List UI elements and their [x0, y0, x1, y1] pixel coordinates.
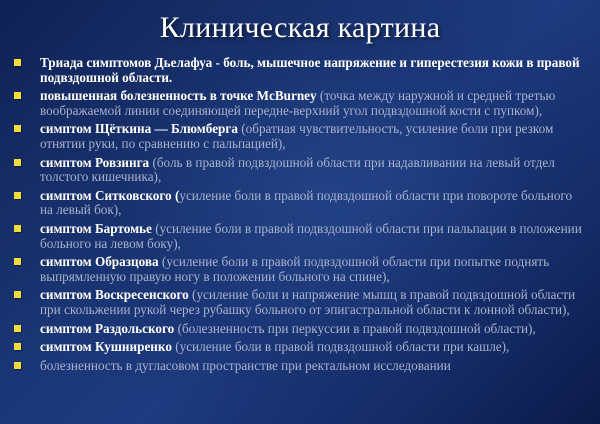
item-text: (усиление боли в правой подвздошной области при кашле),: [171, 339, 510, 355]
item-text: болезненность в дугласовом пространстве при ректальном исследовании: [40, 357, 451, 373]
square-bullet-icon: [14, 343, 21, 350]
square-bullet-icon: [14, 362, 21, 369]
list-item: [14, 340, 586, 355]
square-bullet-icon: [14, 258, 21, 265]
item-text: (усиление боли в правой подвздошной области при пальпации в положении больного на левом боку),: [40, 220, 582, 251]
square-bullet-icon: [14, 291, 21, 298]
item-bold-text: симптом Кушниренко: [40, 339, 172, 355]
list-item: [14, 222, 586, 251]
item-text: (точка между наружной и средней третью воображаемой линии соединяющей передне-верхний угол подвздошной кости с пупком),: [40, 88, 556, 118]
slide-title: Клиническая картина: [159, 11, 441, 44]
square-bullet-icon: [14, 192, 21, 199]
list-item: [14, 359, 586, 374]
item-bold-text: симптом Раздольского: [40, 320, 175, 336]
item-bold-text: симптом Воскресенского: [40, 287, 189, 303]
square-bullet-icon: [14, 92, 21, 99]
square-bullet-icon: [14, 325, 21, 332]
list-item: [14, 255, 586, 284]
list-item: [14, 122, 586, 151]
item-text: (обратная чувствительность, усиление боли при резком отнятии руки, по сравнению с пальпацией),: [40, 121, 554, 151]
item-text: (боль в правой подвздошной области при надавливании на левый отдел толстого кишечника),: [40, 154, 555, 185]
item-bold-text: повышенная болезненность в точке McBurney: [40, 88, 317, 104]
item-bold-text: симптом Ровзинга: [40, 154, 150, 170]
item-text: усиление боли в правой подвздошной области при повороте больного на левый бок),: [40, 187, 573, 218]
item-text: (усиление боли и напряжение мышц в правой подвздошной области при скольжении рукой через рубашку больного от эпигастральной области к лонной области),: [40, 287, 576, 317]
list-item: [14, 156, 586, 185]
item-bold-text: симптом Бартомье: [40, 220, 152, 236]
square-bullet-icon: [14, 59, 21, 66]
item-bold-text: симптом Ситковского (: [40, 187, 180, 203]
list-item: [14, 189, 586, 218]
list-item: [14, 56, 586, 85]
item-bold-text: Триада симптомов Дьелафуа - боль, мышечное напряжение и гиперестезия кожи в правой подвздошной области.: [40, 55, 580, 85]
symptom-list: [14, 56, 586, 377]
item-bold-text: симптом Образцова: [40, 254, 159, 270]
square-bullet-icon: [14, 225, 21, 232]
item-text: (болезненность при перкуссии в правой подвздошной области),: [174, 320, 536, 336]
square-bullet-icon: [14, 125, 21, 132]
list-item: [14, 288, 586, 317]
item-text: (усиление боли в правой подвздошной области при попытке поднять выпрямленную правую ногу в положении больного на спине),: [40, 254, 550, 284]
list-item: [14, 89, 586, 118]
list-item: [14, 322, 586, 337]
item-bold-text: симптом Щёткина — Блюмберга: [40, 121, 238, 137]
square-bullet-icon: [14, 159, 21, 166]
